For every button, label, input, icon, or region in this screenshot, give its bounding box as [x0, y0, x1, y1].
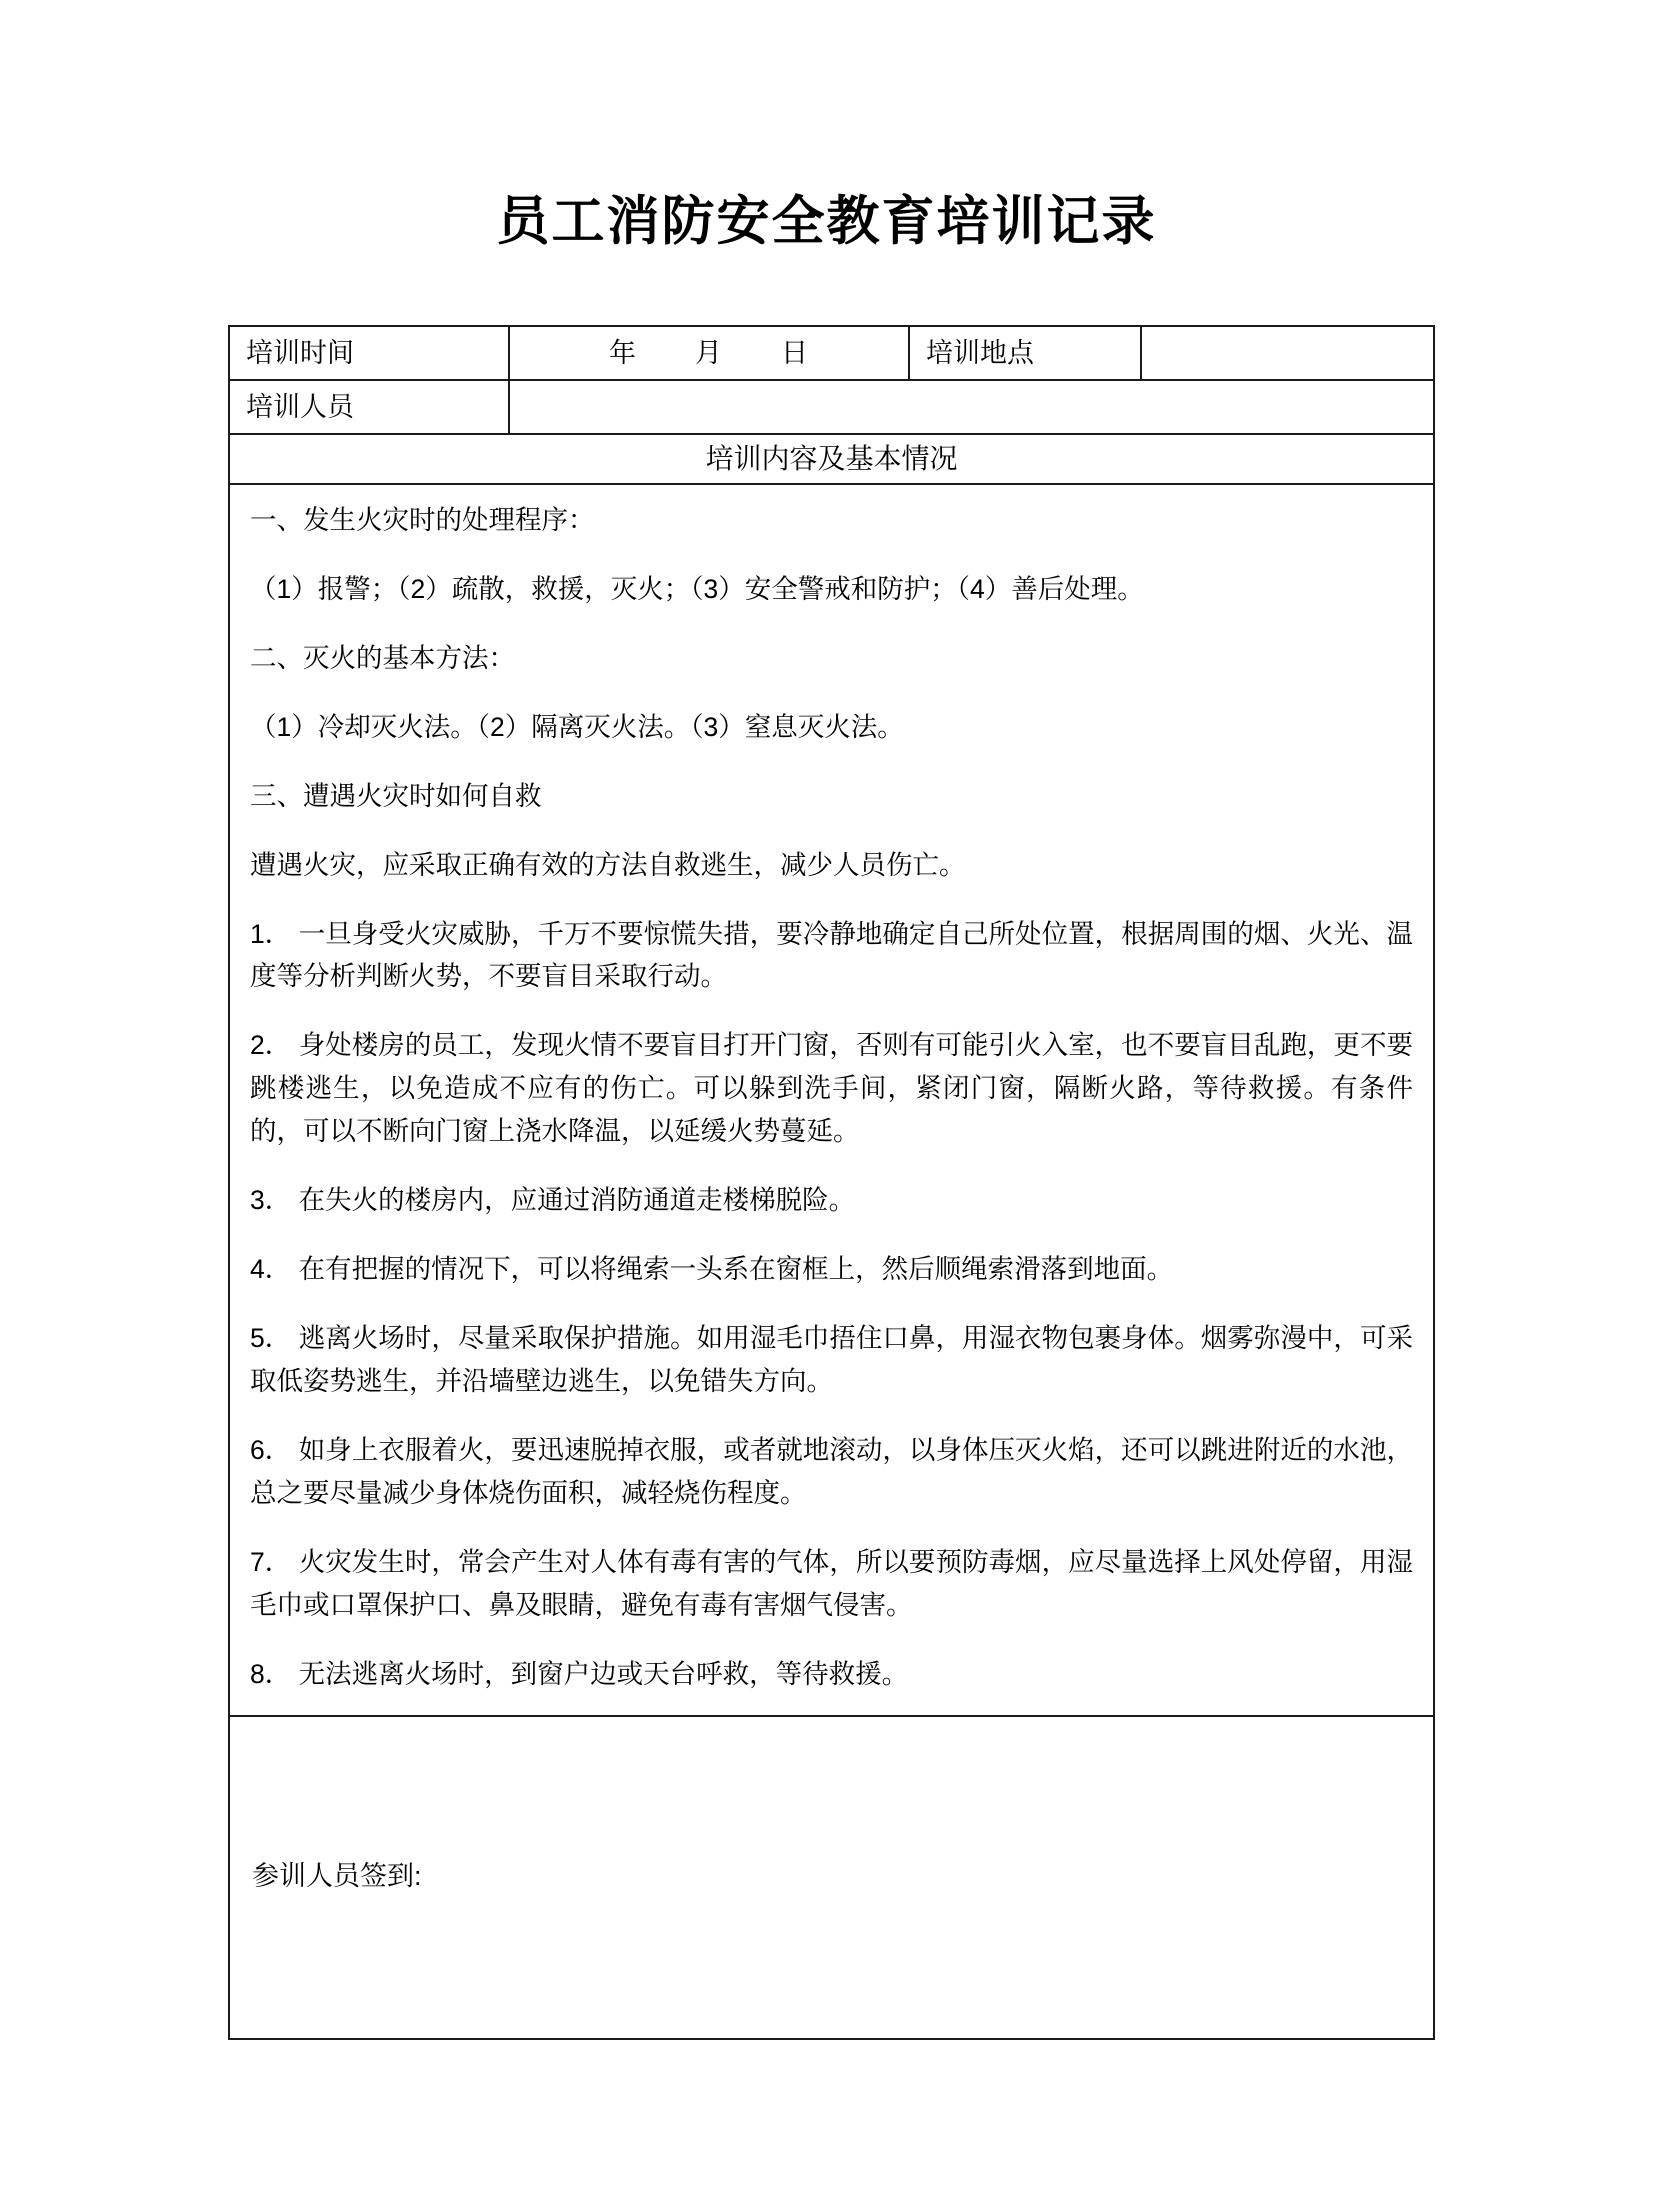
content-paragraph: 2． 身处楼房的员工，发现火情不要盲目打开门窗，否则有可能引火入室，也不要盲目乱跑，更不要跳楼逃生，以免造成不应有的伤亡。可以躲到洗手间，紧闭门窗，隔断火路，等待救援。有条件的，可以不断向门窗上浇水降温，以延缓火势蔓延。	[250, 1030, 1413, 1147]
content-paragraph: （1）报警；（2）疏散，救援，灭火；（3）安全警戒和防护；（4）善后处理。	[250, 573, 1144, 604]
content-paragraph: 5． 逃离火场时，尽量采取保护措施。如用湿毛巾捂住口鼻，用湿衣物包裹身体。烟雾弥漫中，可采取低姿势逃生，并沿墙壁边逃生，以免错失方向。	[250, 1322, 1413, 1396]
training-staff-label: 培训人员	[229, 380, 509, 434]
page-title: 员工消防安全教育培训记录	[496, 192, 1157, 251]
signature-cell[interactable]	[229, 1716, 1434, 2039]
content-paragraph: 遭遇火灾，应采取正确有效的方法自救逃生，减少人员伤亡。	[250, 849, 966, 880]
training-place-label: 培训地点	[909, 326, 1141, 380]
content-paragraph: 二、灭火的基本方法：	[250, 642, 515, 673]
date-day-label: 日	[781, 337, 809, 368]
table-row-training-staff	[229, 380, 1434, 434]
table-row-signature	[229, 1716, 1434, 2039]
content-paragraph: 一、发生火灾时的处理程序：	[250, 505, 595, 535]
signature-label: 参训人员签到:	[252, 1860, 422, 1891]
content-paragraph: 4． 在有把握的情况下，可以将绳索一头系在窗框上，然后顺绳索滑落到地面。	[250, 1254, 1174, 1285]
content-paragraph: （1）冷却灭火法。（2）隔离灭火法。（3）窒息灭火法。	[250, 711, 904, 742]
content-paragraph: 7． 火灾发生时，常会产生对人体有毒有害的气体，所以要预防毒烟，应尽量选择上风处停留，用湿毛巾或口罩保护口、鼻及眼睛，避免有毒有害烟气侵害。	[250, 1546, 1413, 1620]
content-paragraph: 6． 如身上衣服着火，要迅速脱掉衣服，或者就地滚动，以身体压灭火焰，还可以跳进附近的水池，总之要尽量减少身体烧伤面积，减轻烧伤程度。	[250, 1434, 1413, 1508]
content-header-label: 培训内容及基本情况	[229, 434, 1434, 484]
training-time-label: 培训时间	[229, 326, 509, 380]
content-paragraph: 8． 无法逃离火场时，到窗户边或天台呼救，等待救援。	[250, 1658, 909, 1689]
training-content-cell	[229, 484, 1434, 1716]
content-paragraph: 3． 在失火的楼房内，应通过消防通道走楼梯脱险。	[250, 1185, 856, 1216]
training-place-field[interactable]	[1141, 326, 1434, 380]
table-row-training-time	[229, 326, 1434, 380]
date-month-label: 月	[695, 337, 723, 368]
table-row-content-body	[229, 484, 1434, 1716]
training-record-table	[228, 325, 1435, 2040]
table-row-content-header	[229, 434, 1434, 484]
training-date-field[interactable]	[509, 326, 909, 380]
content-paragraph: 三、遭遇火灾时如何自救	[250, 780, 542, 811]
training-staff-field[interactable]	[509, 380, 1434, 434]
date-year-label: 年	[609, 337, 637, 368]
content-paragraph: 1． 一旦身受火灾威胁，千万不要惊慌失措，要冷静地确定自己所处位置，根据周围的烟、火光、温度等分析判断火势，不要盲目采取行动。	[250, 918, 1413, 992]
